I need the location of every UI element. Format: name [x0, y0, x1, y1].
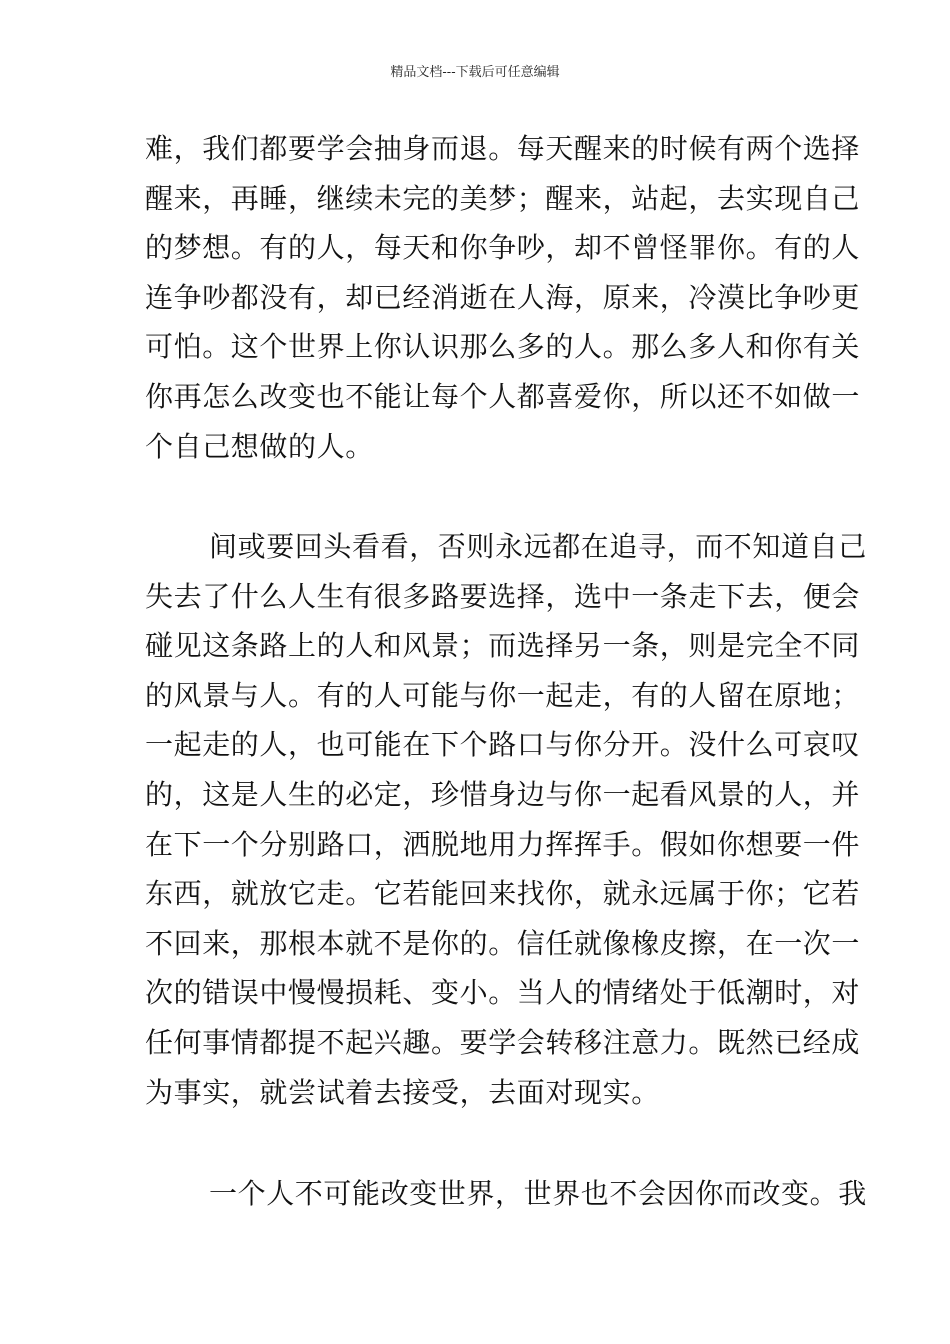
- paragraph-1: [145, 124, 861, 471]
- page-header: 精品文档---下载后可任意编辑: [390, 65, 560, 80]
- text-line: 的，这是人生的必定，珍惜身边与你一起看风景的人，并: [145, 777, 861, 811]
- text-line: 连争吵都没有，却已经消逝在人海，原来，冷漠比争吵更: [145, 280, 861, 314]
- paragraph-2: [145, 522, 867, 1117]
- text-line: 一个人不可能改变世界，世界也不会因你而改变。我: [209, 1177, 867, 1210]
- paragraph-3: [145, 1169, 867, 1219]
- text-line: 的梦想。有的人，每天和你争吵，却不曾怪罪你。有的人: [145, 231, 861, 265]
- text-line: 醒来，再睡，继续未完的美梦；醒来，站起，去实现自己: [145, 181, 861, 215]
- text-line: 次的错误中慢慢损耗、变小。当人的情绪处于低潮时，对: [145, 976, 861, 1010]
- text-line: 难，我们都要学会抽身而退。每天醒来的时候有两个选择: [145, 132, 861, 165]
- text-line: 一起走的人，也可能在下个路口与你分开。没什么可哀叹: [145, 728, 861, 762]
- text-line: 在下一个分别路口，洒脱地用力挥挥手。假如你想要一件: [145, 827, 861, 861]
- text-line: 间或要回头看看，否则永远都在追寻，而不知道自己: [209, 530, 867, 563]
- text-line: 碰见这条路上的人和风景；而选择另一条，则是完全不同: [145, 629, 861, 663]
- text-line: 你再怎么改变也不能让每个人都喜爱你，所以还不如做一: [145, 379, 861, 413]
- text-line: 不回来，那根本就不是你的。信任就像橡皮擦，在一次一: [145, 926, 861, 960]
- text-line: 为事实，就尝试着去接受，去面对现实。: [145, 1075, 660, 1109]
- text-line: 失去了什么人生有很多路要选择，选中一条走下去，便会: [145, 579, 861, 613]
- text-line: 东西，就放它走。它若能回来找你，就永远属于你；它若: [145, 877, 861, 911]
- text-line: 任何事情都提不起兴趣。要学会转移注意力。既然已经成: [145, 1025, 861, 1059]
- text-line: 可怕。这个世界上你认识那么多的人。那么多人和你有关: [145, 330, 861, 364]
- text-line: 个自己想做的人。: [145, 429, 374, 463]
- text-line: 的风景与人。有的人可能与你一起走，有的人留在原地；: [145, 678, 861, 712]
